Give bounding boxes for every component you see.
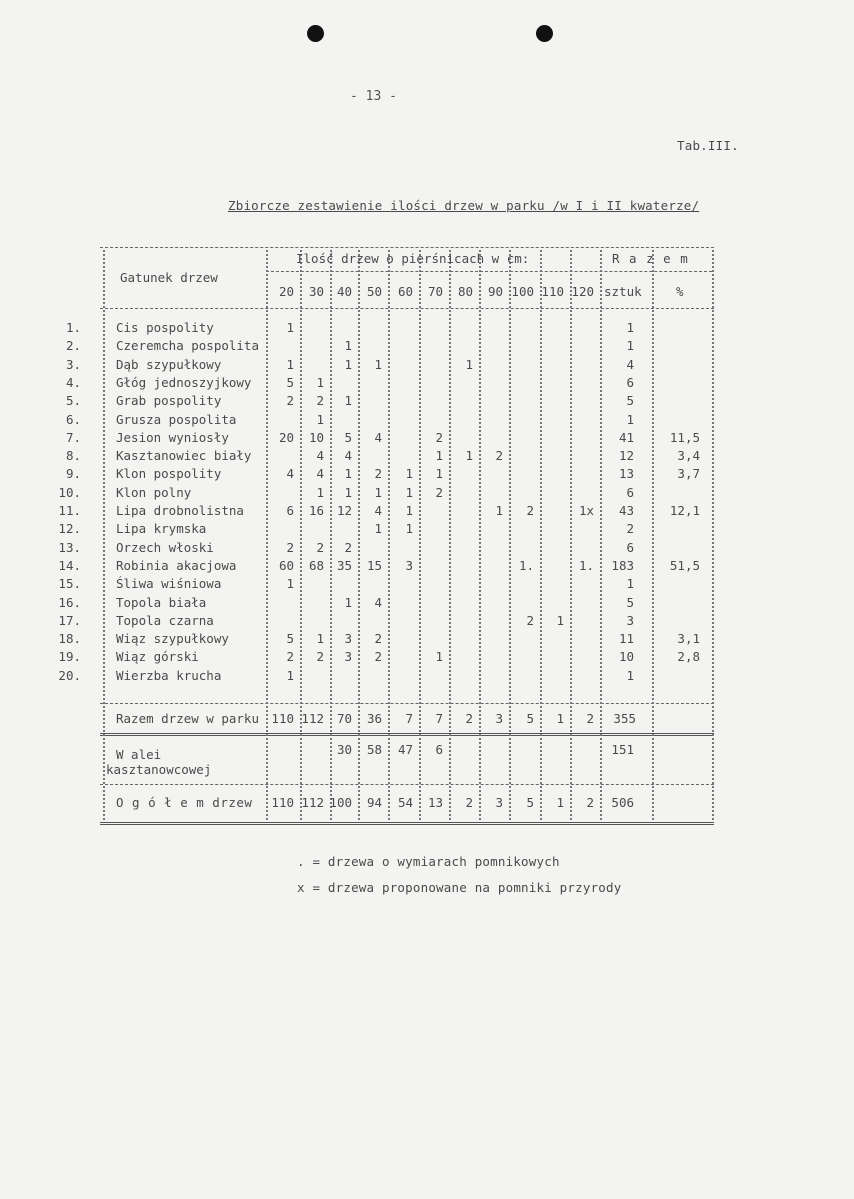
column-separator	[103, 250, 105, 820]
summary-alley-value: 30	[336, 742, 352, 757]
column-separator	[509, 250, 511, 820]
legend-line-2: x = drzewa proponowane na pomniki przyrody	[297, 880, 622, 895]
value-cell: 1	[344, 595, 352, 610]
total-count: 3	[626, 613, 634, 628]
row-number: 5.	[65, 393, 81, 408]
value-cell: 1	[316, 631, 324, 646]
row-number: 13.	[58, 540, 81, 555]
summary-alley-label: W alei	[116, 747, 162, 762]
total-count: 12	[618, 448, 634, 463]
species-name: Wierzba krucha	[116, 668, 222, 683]
species-name: Grusza pospolita	[116, 412, 237, 427]
row-number: 10.	[58, 485, 81, 500]
header-diameter-90: 90	[487, 284, 503, 299]
total-pct: 11,5	[669, 430, 700, 445]
value-cell: 1	[286, 576, 294, 591]
table-rule	[100, 733, 714, 736]
species-name: Robinia akacjowa	[116, 558, 237, 573]
value-cell: 1	[316, 412, 324, 427]
summary-alley-total: 151	[611, 742, 634, 757]
row-number: 11.	[58, 503, 81, 518]
value-cell: 1	[556, 613, 564, 628]
summary-alley-value: 6	[435, 742, 443, 757]
species-name: Śliwa wiśniowa	[116, 576, 222, 591]
value-cell: 2	[286, 540, 294, 555]
species-name: Grab pospolity	[116, 393, 222, 408]
value-cell: 2	[344, 540, 352, 555]
value-cell: 4	[286, 466, 294, 481]
total-pct: 2,8	[677, 649, 700, 664]
value-cell: 2	[286, 649, 294, 664]
species-name: Dąb szypułkowy	[116, 357, 222, 372]
row-number: 3.	[65, 357, 81, 372]
value-cell: 1	[286, 668, 294, 683]
summary-all-value: 3	[495, 795, 503, 810]
value-cell: 5	[286, 375, 294, 390]
value-cell: 1	[286, 320, 294, 335]
summary-park-value: 70	[336, 711, 352, 726]
value-cell: 1	[316, 375, 324, 390]
page-title: Zbiorcze zestawienie ilości drzew w parku /w I i II kwaterze/	[228, 198, 700, 213]
row-number: 1.	[65, 320, 81, 335]
total-count: 183	[611, 558, 634, 573]
summary-park-value: 2	[465, 711, 473, 726]
species-name: Lipa drobnolistna	[116, 503, 244, 518]
legend-line-1: . = drzewa o wymiarach pomnikowych	[297, 854, 560, 869]
column-separator	[479, 250, 481, 820]
value-cell: 4	[374, 503, 382, 518]
value-cell: 1	[374, 357, 382, 372]
value-cell: 1.	[578, 558, 594, 573]
table-rule	[100, 247, 714, 248]
value-cell: 1	[495, 503, 503, 518]
summary-all-value: 2	[465, 795, 473, 810]
species-name: Lipa krymska	[116, 521, 207, 536]
summary-park-value: 1	[556, 711, 564, 726]
value-cell: 2	[526, 503, 534, 518]
column-separator	[300, 250, 302, 820]
summary-all-label: O g ó ł e m drzew	[116, 795, 253, 810]
row-number: 12.	[58, 521, 81, 536]
value-cell: 1	[374, 485, 382, 500]
total-count: 13	[618, 466, 634, 481]
summary-all-value: 110	[271, 795, 294, 810]
value-cell: 1	[344, 393, 352, 408]
header-pct: %	[676, 284, 684, 299]
species-name: Głóg jednoszyjkowy	[116, 375, 252, 390]
summary-all-value: 54	[397, 795, 413, 810]
binder-hole-right	[536, 25, 553, 42]
summary-park-value: 2	[586, 711, 594, 726]
value-cell: 3	[344, 631, 352, 646]
summary-alley-value: 47	[397, 742, 413, 757]
value-cell: 1	[405, 521, 413, 536]
species-name: Kasztanowiec biały	[116, 448, 252, 463]
header-diameter-60: 60	[397, 284, 413, 299]
value-cell: 5	[286, 631, 294, 646]
value-cell: 4	[316, 466, 324, 481]
summary-park-value: 112	[301, 711, 324, 726]
total-count: 1	[626, 320, 634, 335]
table-rule	[100, 308, 714, 309]
value-cell: 5	[344, 430, 352, 445]
row-number: 16.	[58, 595, 81, 610]
value-cell: 1	[374, 521, 382, 536]
column-separator	[600, 250, 602, 820]
summary-all-total: 506	[611, 795, 634, 810]
header-diameter-30: 30	[308, 284, 324, 299]
header-diameter-40: 40	[336, 284, 352, 299]
page-number: - 13 -	[350, 89, 397, 104]
column-separator	[330, 250, 332, 820]
value-cell: 3	[344, 649, 352, 664]
value-cell: 15	[366, 558, 382, 573]
value-cell: 1	[316, 485, 324, 500]
value-cell: 1	[405, 503, 413, 518]
total-pct: 3,4	[677, 448, 700, 463]
column-separator	[358, 250, 360, 820]
table-rule	[100, 703, 714, 704]
header-sub-rule	[266, 271, 712, 272]
total-count: 1	[626, 576, 634, 591]
table-rule	[100, 784, 714, 785]
header-diameter-110: 110	[541, 284, 564, 299]
total-count: 4	[626, 357, 634, 372]
total-count: 1	[626, 412, 634, 427]
header-diameter-100: 100	[511, 284, 534, 299]
value-cell: 1	[465, 448, 473, 463]
value-cell: 1.	[518, 558, 534, 573]
total-pct: 3,7	[677, 466, 700, 481]
summary-park-total: 355	[613, 711, 636, 726]
header-diameter-20: 20	[278, 284, 294, 299]
value-cell: 1x	[578, 503, 594, 518]
value-cell: 16	[308, 503, 324, 518]
row-number: 17.	[58, 613, 81, 628]
value-cell: 2	[374, 631, 382, 646]
column-separator	[388, 250, 390, 820]
value-cell: 4	[344, 448, 352, 463]
value-cell: 2	[374, 466, 382, 481]
value-cell: 2	[435, 430, 443, 445]
header-species: Gatunek drzew	[120, 270, 218, 285]
total-count: 1	[626, 668, 634, 683]
summary-park-value: 3	[495, 711, 503, 726]
value-cell: 2	[316, 540, 324, 555]
summary-park-value: 110	[271, 711, 294, 726]
summary-alley-label: kasztanowcowej	[106, 762, 212, 777]
value-cell: 1	[435, 649, 443, 664]
total-count: 41	[618, 430, 634, 445]
species-name: Cis pospolity	[116, 320, 214, 335]
value-cell: 1	[405, 485, 413, 500]
value-cell: 2	[286, 393, 294, 408]
value-cell: 1	[435, 448, 443, 463]
row-number: 4.	[65, 375, 81, 390]
value-cell: 35	[336, 558, 352, 573]
value-cell: 2	[316, 393, 324, 408]
value-cell: 1	[344, 357, 352, 372]
total-pct: 3,1	[677, 631, 700, 646]
total-count: 6	[626, 540, 634, 555]
column-separator	[266, 250, 268, 820]
row-number: 20.	[58, 668, 81, 683]
value-cell: 1	[344, 485, 352, 500]
table-label: Tab.III.	[677, 138, 739, 153]
value-cell: 1	[405, 466, 413, 481]
total-count: 10	[618, 649, 634, 664]
value-cell: 2	[435, 485, 443, 500]
header-count: sztuk	[604, 284, 642, 299]
row-number: 7.	[65, 430, 81, 445]
summary-all-value: 94	[366, 795, 382, 810]
total-count: 11	[618, 631, 634, 646]
column-separator	[570, 250, 572, 820]
header-diameter-80: 80	[457, 284, 473, 299]
value-cell: 12	[336, 503, 352, 518]
row-number: 2.	[65, 338, 81, 353]
total-count: 2	[626, 521, 634, 536]
summary-park-label: Razem drzew w parku	[116, 711, 259, 726]
value-cell: 2	[374, 649, 382, 664]
summary-park-value: 36	[366, 711, 382, 726]
summary-park-value: 7	[405, 711, 413, 726]
species-name: Topola biała	[116, 595, 207, 610]
summary-park-value: 7	[435, 711, 443, 726]
header-diameter-70: 70	[427, 284, 443, 299]
value-cell: 4	[316, 448, 324, 463]
total-count: 43	[618, 503, 634, 518]
value-cell: 2	[495, 448, 503, 463]
total-count: 6	[626, 485, 634, 500]
total-count: 5	[626, 595, 634, 610]
row-number: 15.	[58, 576, 81, 591]
summary-all-value: 2	[586, 795, 594, 810]
column-separator	[540, 250, 542, 820]
value-cell: 1	[286, 357, 294, 372]
row-number: 6.	[65, 412, 81, 427]
species-name: Topola czarna	[116, 613, 214, 628]
header-diameters: Ilość drzew o pierśnicach w cm:	[296, 251, 530, 266]
summary-all-value: 5	[526, 795, 534, 810]
value-cell: 4	[374, 430, 382, 445]
total-count: 1	[626, 338, 634, 353]
value-cell: 1	[344, 466, 352, 481]
table-rule	[100, 822, 714, 825]
species-name: Jesion wyniosły	[116, 430, 229, 445]
value-cell: 6	[286, 503, 294, 518]
header-diameter-50: 50	[366, 284, 382, 299]
summary-all-value: 13	[427, 795, 443, 810]
header-total: R a z e m	[612, 251, 689, 266]
binder-hole-left	[307, 25, 324, 42]
row-number: 14.	[58, 558, 81, 573]
value-cell: 1	[465, 357, 473, 372]
value-cell: 60	[278, 558, 294, 573]
column-separator	[449, 250, 451, 820]
species-name: Czeremcha pospolita	[116, 338, 259, 353]
value-cell: 2	[316, 649, 324, 664]
species-name: Orzech włoski	[116, 540, 214, 555]
value-cell: 1	[344, 338, 352, 353]
total-pct: 12,1	[669, 503, 700, 518]
value-cell: 20	[278, 430, 294, 445]
column-separator	[419, 250, 421, 820]
value-cell: 68	[308, 558, 324, 573]
value-cell: 4	[374, 595, 382, 610]
row-number: 19.	[58, 649, 81, 664]
header-diameter-120: 120	[571, 284, 594, 299]
column-separator	[652, 250, 654, 820]
total-pct: 51,5	[669, 558, 700, 573]
species-name: Klon pospolity	[116, 466, 222, 481]
summary-alley-value: 58	[366, 742, 382, 757]
value-cell: 1	[435, 466, 443, 481]
total-count: 5	[626, 393, 634, 408]
species-name: Wiąz szypułkowy	[116, 631, 229, 646]
summary-all-value: 1	[556, 795, 564, 810]
row-number: 8.	[65, 448, 81, 463]
total-count: 6	[626, 375, 634, 390]
value-cell: 3	[405, 558, 413, 573]
summary-all-value: 100	[329, 795, 352, 810]
species-name: Wiąz górski	[116, 649, 199, 664]
species-name: Klon polny	[116, 485, 192, 500]
summary-all-value: 112	[301, 795, 324, 810]
value-cell: 10	[308, 430, 324, 445]
summary-park-value: 5	[526, 711, 534, 726]
row-number: 9.	[65, 466, 81, 481]
row-number: 18.	[58, 631, 81, 646]
column-separator	[712, 250, 714, 820]
value-cell: 2	[526, 613, 534, 628]
